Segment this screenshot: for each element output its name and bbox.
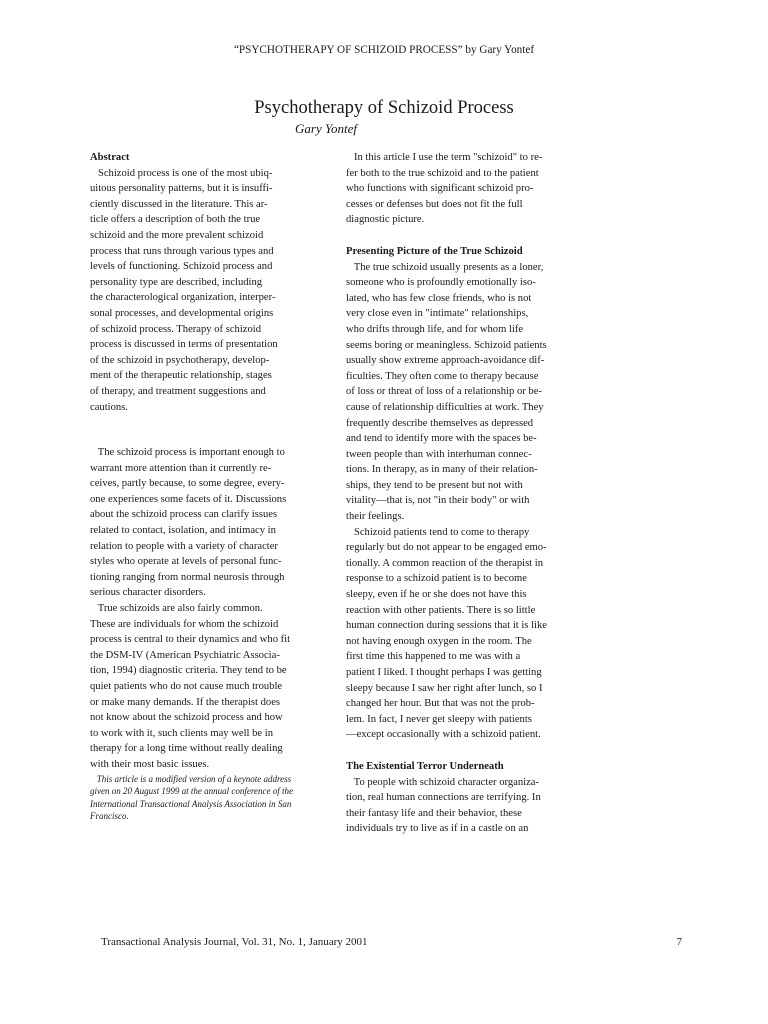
text-line: sonal processes, and developmental origins <box>90 307 274 319</box>
text-line: of loss or threat of loss of a relationship or be- <box>346 386 542 398</box>
text-line: cautions. <box>90 401 128 413</box>
text-line: To people with schizoid character organiza- <box>346 776 540 788</box>
text-line: tion, 1994) diagnostic criteria. They tend to be <box>90 665 287 677</box>
text-line: sleepy because I saw her right after lunch, so I <box>346 682 543 694</box>
text-line: relation to people with a variety of character <box>90 540 278 552</box>
text-line: process that runs through various types and <box>90 245 274 257</box>
section-presenting-body <box>346 260 586 743</box>
text-line: ciently discussed in the literature. This ar- <box>90 198 268 210</box>
text-line: lated, who has few close friends, who is not <box>346 292 532 304</box>
text-line: patient I liked. I thought perhaps I was getting <box>346 667 542 678</box>
text-line: These are individuals for whom the schizoid <box>90 618 279 630</box>
text-line: tionally. A common reaction of the therapist in <box>346 557 544 569</box>
text-line: and tend to identify more with the spaces be- <box>346 433 537 445</box>
text-line: seems boring or meaningless. Schizoid patients <box>346 339 547 351</box>
text-line: therapy for a long time without really dealing <box>90 743 283 755</box>
text-line: tioning ranging from normal neurosis through <box>90 571 285 583</box>
text-line: tween people than with interhuman connec- <box>346 448 532 460</box>
text-line: lem. In fact, I never get sleepy with patients <box>346 713 532 725</box>
text-line: tion, real human connections are terrifying. In <box>346 792 541 804</box>
text-line: International Transactional Analysis Association in San <box>90 798 292 809</box>
text-line: Schizoid process is one of the most ubiq- <box>90 167 273 179</box>
text-line: reaction with other patients. There is so little <box>346 604 536 616</box>
text-line: schizoid and the more prevalent schizoid <box>90 229 264 241</box>
text-line: Schizoid patients tend to come to therapy <box>346 526 530 538</box>
text-line: personality type are described, including <box>90 276 263 288</box>
journal-footer: Transactional Analysis Journal, Vol. 31, No. 1, January 2001 <box>101 936 368 948</box>
text-line: process is discussed in terms of presentation <box>90 339 278 351</box>
text-line: diagnostic picture. <box>346 214 425 226</box>
abstract-body <box>90 166 328 416</box>
text-line: related to contact, isolation, and intimacy in <box>90 525 276 537</box>
text-line: —except occasionally with a schizoid patient. <box>346 729 541 741</box>
text-line: of schizoid process. Therapy of schizoid <box>90 323 262 335</box>
text-line: ment of the therapeutic relationship, stages <box>90 370 272 382</box>
text-line: quiet patients who do not cause much trouble <box>90 681 283 692</box>
text-line: of the schizoid in psychotherapy, develop- <box>90 354 270 366</box>
text-line: who drifts through life, and for whom life <box>346 323 524 335</box>
section-heading-presenting: Presenting Picture of the True Schizoid <box>346 245 523 257</box>
text-line: their feelings. <box>346 511 405 523</box>
text-line: frequently describe themselves as depressed <box>346 417 534 429</box>
right-column <box>346 150 586 837</box>
text-line: In this article I use the term "schizoid" to re- <box>346 152 543 163</box>
text-line: of therapy, and treatment suggestions and <box>90 385 266 397</box>
text-line: not having enough oxygen in the room. The <box>346 635 532 647</box>
article-title: Psychotherapy of Schizoid Process <box>254 98 514 118</box>
text-line: sleepy, even if he or she does not have this <box>346 589 527 601</box>
intro-body <box>90 445 328 772</box>
footnote <box>90 773 328 823</box>
text-line: with their most basic issues. <box>90 758 210 770</box>
text-line: ficulties. They often come to therapy because <box>346 370 539 382</box>
text-line: first time this happened to me was with a <box>346 651 521 663</box>
text-line: response to a schizoid patient is to become <box>346 573 527 585</box>
text-line: the characterological organization, interper- <box>90 292 276 304</box>
left-column <box>90 150 328 823</box>
text-line: someone who is profoundly emotionally iso- <box>346 277 536 289</box>
text-line: This article is a modified version of a keynote address <box>90 773 292 784</box>
text-line: vitality—that is, not "in their body" or with <box>346 495 530 507</box>
text-line: one experiences some facets of it. Discussions <box>90 493 287 505</box>
text-line: ships, they tend to be present but not with <box>346 479 523 491</box>
text-line: individuals try to live as if in a castle on an <box>346 823 529 835</box>
text-line: The schizoid process is important enough to <box>90 447 285 459</box>
text-line: process is central to their dynamics and who fit <box>90 634 291 646</box>
text-line: warrant more attention than it currently re- <box>90 462 272 474</box>
text-line: usually show extreme approach-avoidance dif- <box>346 355 545 367</box>
text-line: regularly but do not appear to be engaged emo- <box>346 542 547 554</box>
text-line: to work with it, such clients may well be in <box>90 727 274 739</box>
text-line: very close even in "intimate" relationships, <box>346 308 529 320</box>
text-line: styles who operate at levels of personal func- <box>90 556 282 568</box>
text-line: cesses or defenses but does not fit the full <box>346 198 523 210</box>
text-line: uitous personality patterns, but it is insuffi- <box>90 183 273 195</box>
section-heading-existential: The Existential Terror Underneath <box>346 760 504 772</box>
text-line: changed her hour. But that was not the prob- <box>346 698 535 710</box>
text-line: not know about the schizoid process and how <box>90 712 283 724</box>
abstract-heading: Abstract <box>90 152 130 163</box>
text-line: or make many demands. If the therapist does <box>90 696 281 708</box>
text-line: about the schizoid process can clarify issues <box>90 509 278 521</box>
text-line: cause of relationship difficulties at work. They <box>346 401 544 413</box>
text-line: Francisco. <box>90 811 129 822</box>
text-line: tions. In therapy, as in many of their relation- <box>346 464 538 476</box>
text-line: fer both to the true schizoid and to the patient <box>346 167 539 179</box>
text-line: who functions with significant schizoid pro- <box>346 183 534 195</box>
intro-paragraph <box>346 150 586 228</box>
text-line: serious character disorders. <box>90 587 206 599</box>
text-line: their fantasy life and their behavior, these <box>346 807 522 819</box>
text-line: levels of functioning. Schizoid process and <box>90 261 273 273</box>
section-existential-body <box>346 775 586 837</box>
text-line: human connection during sessions that it is like <box>346 620 547 632</box>
text-line: given on 20 August 1999 at the annual conference of the <box>90 786 293 797</box>
text-line: the DSM-IV (American Psychiatric Associa- <box>90 649 280 661</box>
running-head: “PSYCHOTHERAPY OF SCHIZOID PROCESS” by Gary Yontef <box>233 44 535 56</box>
author-name: Gary Yontef <box>295 121 357 136</box>
text-line: True schizoids are also fairly common. <box>90 603 263 615</box>
text-line: ticle offers a description of both the true <box>90 214 261 226</box>
text-line: ceives, partly because, to some degree, every- <box>90 478 285 490</box>
text-line: The true schizoid usually presents as a loner, <box>346 261 544 273</box>
page-number: 7 <box>676 936 682 948</box>
